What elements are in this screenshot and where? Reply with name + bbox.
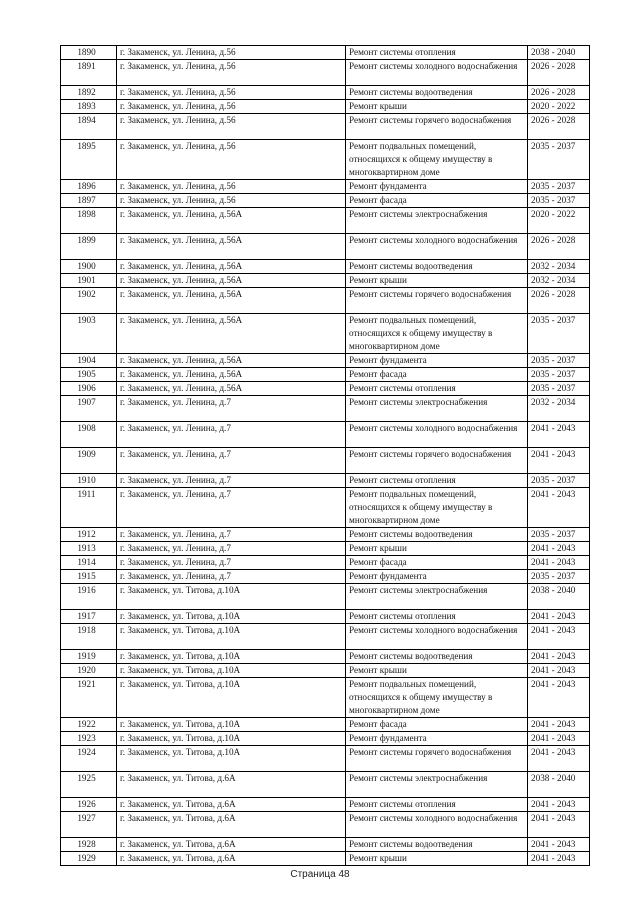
table-row — [61, 488, 590, 528]
address-cell: г. Закаменск, ул. Ленина, д.56 — [117, 194, 346, 208]
row-number: 1910 — [61, 474, 117, 488]
table-row — [61, 368, 590, 382]
address-cell: г. Закаменск, ул. Титова, д.10А — [117, 650, 346, 664]
row-number: 1896 — [61, 180, 117, 194]
period-cell: 2035 - 2037 — [528, 354, 590, 368]
row-number: 1895 — [61, 140, 117, 180]
period-cell: 2035 - 2037 — [528, 368, 590, 382]
period-cell: 2041 - 2043 — [528, 718, 590, 732]
period-cell: 2038 - 2040 — [528, 584, 590, 610]
period-cell: 2041 - 2043 — [528, 624, 590, 650]
table-row — [61, 140, 590, 180]
address-cell: г. Закаменск, ул. Ленина, д.56 — [117, 114, 346, 140]
row-number: 1926 — [61, 798, 117, 812]
address-cell: г. Закаменск, ул. Титова, д.10А — [117, 610, 346, 624]
table-row — [61, 60, 590, 86]
address-cell: г. Закаменск, ул. Титова, д.10А — [117, 584, 346, 610]
period-cell: 2041 - 2043 — [528, 798, 590, 812]
work-type-cell: Ремонт системы горячего водоснабжения — [346, 114, 528, 140]
work-type-cell: Ремонт крыши — [346, 274, 528, 288]
work-type-cell: Ремонт системы горячего водоснабжения — [346, 448, 528, 474]
row-number: 1899 — [61, 234, 117, 260]
address-cell: г. Закаменск, ул. Титова, д.6А — [117, 772, 346, 798]
address-cell: г. Закаменск, ул. Ленина, д.56А — [117, 288, 346, 314]
period-cell: 2032 - 2034 — [528, 274, 590, 288]
table-row — [61, 422, 590, 448]
row-number: 1911 — [61, 488, 117, 528]
work-type-cell: Ремонт фасада — [346, 194, 528, 208]
row-number: 1925 — [61, 772, 117, 798]
work-type-cell: Ремонт системы отопления — [346, 382, 528, 396]
row-number: 1916 — [61, 584, 117, 610]
period-cell: 2041 - 2043 — [528, 852, 590, 866]
period-cell: 2041 - 2043 — [528, 746, 590, 772]
work-type-cell: Ремонт системы водоотведения — [346, 650, 528, 664]
address-cell: г. Закаменск, ул. Ленина, д.7 — [117, 422, 346, 448]
address-cell: г. Закаменск, ул. Ленина, д.7 — [117, 542, 346, 556]
work-type-cell: Ремонт фундамента — [346, 354, 528, 368]
period-cell: 2026 - 2028 — [528, 86, 590, 100]
work-type-cell: Ремонт крыши — [346, 542, 528, 556]
period-cell: 2041 - 2043 — [528, 732, 590, 746]
row-number: 1923 — [61, 732, 117, 746]
period-cell: 2041 - 2043 — [528, 422, 590, 448]
period-cell: 2041 - 2043 — [528, 448, 590, 474]
table-row — [61, 798, 590, 812]
work-type-cell: Ремонт системы водоотведения — [346, 838, 528, 852]
work-type-cell: Ремонт подвальных помещений, относящихся к общему имуществу в многоквартирном доме — [346, 140, 528, 180]
table-row — [61, 610, 590, 624]
table-row — [61, 542, 590, 556]
work-type-cell: Ремонт крыши — [346, 100, 528, 114]
table-row — [61, 732, 590, 746]
work-type-cell: Ремонт системы электроснабжения — [346, 396, 528, 422]
work-type-cell: Ремонт фундамента — [346, 180, 528, 194]
table-row — [61, 234, 590, 260]
table-row — [61, 114, 590, 140]
work-type-cell: Ремонт системы холодного водоснабжения — [346, 422, 528, 448]
address-cell: г. Закаменск, ул. Ленина, д.56 — [117, 140, 346, 180]
work-type-cell: Ремонт системы отопления — [346, 474, 528, 488]
work-type-cell: Ремонт системы водоотведения — [346, 528, 528, 542]
work-type-cell: Ремонт системы холодного водоснабжения — [346, 812, 528, 838]
table-row — [61, 772, 590, 798]
row-number: 1927 — [61, 812, 117, 838]
work-type-cell: Ремонт системы холодного водоснабжения — [346, 624, 528, 650]
row-number: 1913 — [61, 542, 117, 556]
address-cell: г. Закаменск, ул. Ленина, д.7 — [117, 448, 346, 474]
table-row — [61, 274, 590, 288]
row-number: 1905 — [61, 368, 117, 382]
row-number: 1893 — [61, 100, 117, 114]
address-cell: г. Закаменск, ул. Ленина, д.7 — [117, 488, 346, 528]
period-cell: 2041 - 2043 — [528, 812, 590, 838]
row-number: 1917 — [61, 610, 117, 624]
row-number: 1901 — [61, 274, 117, 288]
table-row — [61, 664, 590, 678]
period-cell: 2032 - 2034 — [528, 260, 590, 274]
address-cell: г. Закаменск, ул. Титова, д.6А — [117, 852, 346, 866]
table-row — [61, 382, 590, 396]
table-row — [61, 570, 590, 584]
work-type-cell: Ремонт системы горячего водоснабжения — [346, 746, 528, 772]
work-type-cell: Ремонт системы холодного водоснабжения — [346, 60, 528, 86]
work-type-cell: Ремонт системы водоотведения — [346, 260, 528, 274]
work-type-cell: Ремонт фундамента — [346, 732, 528, 746]
period-cell: 2041 - 2043 — [528, 556, 590, 570]
row-number: 1921 — [61, 678, 117, 718]
period-cell: 2041 - 2043 — [528, 838, 590, 852]
row-number: 1928 — [61, 838, 117, 852]
work-type-cell: Ремонт системы электроснабжения — [346, 584, 528, 610]
address-cell: г. Закаменск, ул. Титова, д.6А — [117, 798, 346, 812]
table-body — [61, 46, 590, 866]
address-cell: г. Закаменск, ул. Титова, д.10А — [117, 664, 346, 678]
row-number: 1914 — [61, 556, 117, 570]
period-cell: 2041 - 2043 — [528, 610, 590, 624]
work-type-cell: Ремонт системы отопления — [346, 46, 528, 60]
table-row — [61, 812, 590, 838]
table-row — [61, 584, 590, 610]
work-type-cell: Ремонт фасада — [346, 556, 528, 570]
period-cell: 2026 - 2028 — [528, 288, 590, 314]
row-number: 1907 — [61, 396, 117, 422]
work-type-cell: Ремонт подвальных помещений, относящихся к общему имуществу в многоквартирном доме — [346, 314, 528, 354]
address-cell: г. Закаменск, ул. Ленина, д.56А — [117, 274, 346, 288]
work-type-cell: Ремонт системы электроснабжения — [346, 772, 528, 798]
address-cell: г. Закаменск, ул. Ленина, д.7 — [117, 474, 346, 488]
period-cell: 2035 - 2037 — [528, 528, 590, 542]
page-number: Страница 48 — [290, 869, 350, 880]
address-cell: г. Закаменск, ул. Титова, д.10А — [117, 732, 346, 746]
address-cell: г. Закаменск, ул. Титова, д.10А — [117, 678, 346, 718]
row-number: 1894 — [61, 114, 117, 140]
period-cell: 2041 - 2043 — [528, 488, 590, 528]
work-type-cell: Ремонт крыши — [346, 852, 528, 866]
period-cell: 2035 - 2037 — [528, 140, 590, 180]
row-number: 1924 — [61, 746, 117, 772]
address-cell: г. Закаменск, ул. Титова, д.10А — [117, 624, 346, 650]
table-row — [61, 396, 590, 422]
row-number: 1897 — [61, 194, 117, 208]
period-cell: 2026 - 2028 — [528, 60, 590, 86]
address-cell: г. Закаменск, ул. Ленина, д.56А — [117, 260, 346, 274]
period-cell: 2020 - 2022 — [528, 208, 590, 234]
period-cell: 2026 - 2028 — [528, 114, 590, 140]
address-cell: г. Закаменск, ул. Ленина, д.56А — [117, 208, 346, 234]
period-cell: 2026 - 2028 — [528, 234, 590, 260]
period-cell: 2035 - 2037 — [528, 570, 590, 584]
row-number: 1920 — [61, 664, 117, 678]
row-number: 1922 — [61, 718, 117, 732]
row-number: 1898 — [61, 208, 117, 234]
row-number: 1892 — [61, 86, 117, 100]
row-number: 1915 — [61, 570, 117, 584]
table-row — [61, 852, 590, 866]
address-cell: г. Закаменск, ул. Ленина, д.56 — [117, 100, 346, 114]
work-type-cell: Ремонт крыши — [346, 664, 528, 678]
table-row — [61, 678, 590, 718]
address-cell: г. Закаменск, ул. Ленина, д.7 — [117, 396, 346, 422]
address-cell: г. Закаменск, ул. Ленина, д.56 — [117, 180, 346, 194]
table-row — [61, 260, 590, 274]
work-type-cell: Ремонт фасада — [346, 368, 528, 382]
row-number: 1903 — [61, 314, 117, 354]
work-type-cell: Ремонт фасада — [346, 718, 528, 732]
period-cell: 2035 - 2037 — [528, 180, 590, 194]
work-type-cell: Ремонт системы электроснабжения — [346, 208, 528, 234]
row-number: 1929 — [61, 852, 117, 866]
row-number: 1900 — [61, 260, 117, 274]
work-type-cell: Ремонт подвальных помещений, относящихся к общему имуществу в многоквартирном доме — [346, 678, 528, 718]
table-row — [61, 354, 590, 368]
row-number: 1918 — [61, 624, 117, 650]
period-cell: 2038 - 2040 — [528, 46, 590, 60]
row-number: 1908 — [61, 422, 117, 448]
table-row — [61, 180, 590, 194]
table-row — [61, 528, 590, 542]
row-number: 1919 — [61, 650, 117, 664]
address-cell: г. Закаменск, ул. Ленина, д.56А — [117, 354, 346, 368]
table-row — [61, 718, 590, 732]
period-cell: 2035 - 2037 — [528, 474, 590, 488]
period-cell: 2041 - 2043 — [528, 542, 590, 556]
address-cell: г. Закаменск, ул. Титова, д.6А — [117, 812, 346, 838]
address-cell: г. Закаменск, ул. Ленина, д.56А — [117, 368, 346, 382]
table-row — [61, 46, 590, 60]
period-cell: 2020 - 2022 — [528, 100, 590, 114]
work-type-cell: Ремонт системы отопления — [346, 610, 528, 624]
address-cell: г. Закаменск, ул. Ленина, д.56А — [117, 314, 346, 354]
period-cell: 2035 - 2037 — [528, 194, 590, 208]
row-number: 1890 — [61, 46, 117, 60]
period-cell: 2032 - 2034 — [528, 396, 590, 422]
table-row — [61, 624, 590, 650]
period-cell: 2038 - 2040 — [528, 772, 590, 798]
work-type-cell: Ремонт системы горячего водоснабжения — [346, 288, 528, 314]
work-type-cell: Ремонт системы водоотведения — [346, 86, 528, 100]
address-cell: г. Закаменск, ул. Ленина, д.56 — [117, 60, 346, 86]
repair-schedule-table — [60, 45, 590, 866]
period-cell: 2041 - 2043 — [528, 678, 590, 718]
address-cell: г. Закаменск, ул. Ленина, д.56А — [117, 234, 346, 260]
address-cell: г. Закаменск, ул. Титова, д.6А — [117, 838, 346, 852]
period-cell: 2041 - 2043 — [528, 664, 590, 678]
table-row — [61, 650, 590, 664]
address-cell: г. Закаменск, ул. Ленина, д.56А — [117, 382, 346, 396]
address-cell: г. Закаменск, ул. Ленина, д.7 — [117, 570, 346, 584]
row-number: 1904 — [61, 354, 117, 368]
row-number: 1909 — [61, 448, 117, 474]
row-number: 1902 — [61, 288, 117, 314]
address-cell: г. Закаменск, ул. Ленина, д.56 — [117, 86, 346, 100]
period-cell: 2035 - 2037 — [528, 314, 590, 354]
work-type-cell: Ремонт системы холодного водоснабжения — [346, 234, 528, 260]
period-cell: 2035 - 2037 — [528, 382, 590, 396]
table-row — [61, 208, 590, 234]
table-row — [61, 288, 590, 314]
row-number: 1891 — [61, 60, 117, 86]
table-row — [61, 100, 590, 114]
table-row — [61, 314, 590, 354]
table-row — [61, 86, 590, 100]
table-row — [61, 474, 590, 488]
row-number: 1912 — [61, 528, 117, 542]
table-row — [61, 556, 590, 570]
row-number: 1906 — [61, 382, 117, 396]
table-row — [61, 838, 590, 852]
address-cell: г. Закаменск, ул. Титова, д.10А — [117, 746, 346, 772]
table-row — [61, 194, 590, 208]
work-type-cell: Ремонт системы отопления — [346, 798, 528, 812]
work-type-cell: Ремонт фундамента — [346, 570, 528, 584]
period-cell: 2041 - 2043 — [528, 650, 590, 664]
table-row — [61, 746, 590, 772]
address-cell: г. Закаменск, ул. Титова, д.10А — [117, 718, 346, 732]
address-cell: г. Закаменск, ул. Ленина, д.7 — [117, 556, 346, 570]
address-cell: г. Закаменск, ул. Ленина, д.56 — [117, 46, 346, 60]
work-type-cell: Ремонт подвальных помещений, относящихся к общему имуществу в многоквартирном доме — [346, 488, 528, 528]
table-row — [61, 448, 590, 474]
address-cell: г. Закаменск, ул. Ленина, д.7 — [117, 528, 346, 542]
